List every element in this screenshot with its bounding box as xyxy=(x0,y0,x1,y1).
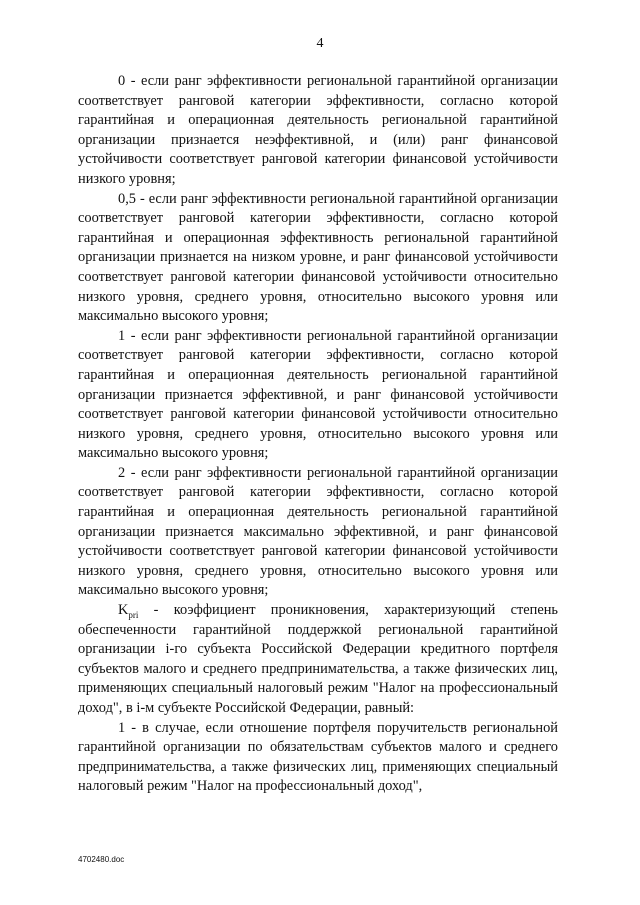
paragraph-coef-2: 2 - если ранг эффективности региональной гарантийной организации соответствует ранговой категории эффективности, согласно которой гарантийная и операционная деятельность региональной гарантийной организации признается максимально эффективной, и ранг финансовой устойчивости соответствует ранговой категории финансовой устойчивости низкого уровня, среднего уровня, относительно высокого уровня или максимально высокого уровня; xyxy=(78,464,558,599)
document-body xyxy=(78,72,558,797)
coef-symbol: K xyxy=(118,602,129,619)
paragraph-coef-0-5: 0,5 - если ранг эффективности региональной гарантийной организации соответствует ранговой категории эффективности, согласно которой гарантийная и операционная эффективность региональной гарантийной организации признается на низком уровне, и ранг финансовой устойчивости соответствует ранговой категории финансовой устойчивости относительно низкого уровня, среднего уровня, относительно высокого уровня или максимально высокого уровня; xyxy=(78,190,558,325)
paragraph-penetration-coefficient xyxy=(78,601,558,719)
coef-subscript: pri xyxy=(128,609,139,620)
paragraph-coef-0: 0 - если ранг эффективности региональной гарантийной организации соответствует ранговой категории эффективности, согласно которой гарантийная и операционная деятельность региональной гарантийной организации признается неэффективной, и (или) ранг финансовой устойчивости соответствует ранговой категории финансовой устойчивости низкого уровня; xyxy=(78,73,558,187)
coef-definition: - коэффициент проникновения, характеризующий степень обеспеченности гарантийной поддержкой региональной гарантийной организации i-го субъекта Российской Федерации кредитного портфеля субъектов малого и среднего предпринимательства, а также физических лиц, применяющих специальный налоговый режим "Налог на профессиональный доход", в i-м субъекте Российской Федерации, равный: xyxy=(78,602,558,716)
page-number: 4 xyxy=(316,36,324,51)
paragraph-coef-1: 1 - если ранг эффективности региональной гарантийной организации соответствует ранговой категории эффективности, согласно которой гарантийная и операционная деятельность региональной гарантийной организации признается эффективной, и ранг финансовой устойчивости соответствует ранговой категории финансовой устойчивости относительно низкого уровня, среднего уровня, относительно высокого уровня или максимально высокого уровня; xyxy=(78,327,558,462)
footer-filename: 4702480.doc xyxy=(78,855,125,864)
paragraph-case-1: 1 - в случае, если отношение портфеля поручительств региональной гарантийной организации по обязательствам субъектов малого и среднего предпринимательства, а также физических лиц, применяющих специальный налоговый режим "Налог на профессиональный доход", xyxy=(78,719,558,795)
